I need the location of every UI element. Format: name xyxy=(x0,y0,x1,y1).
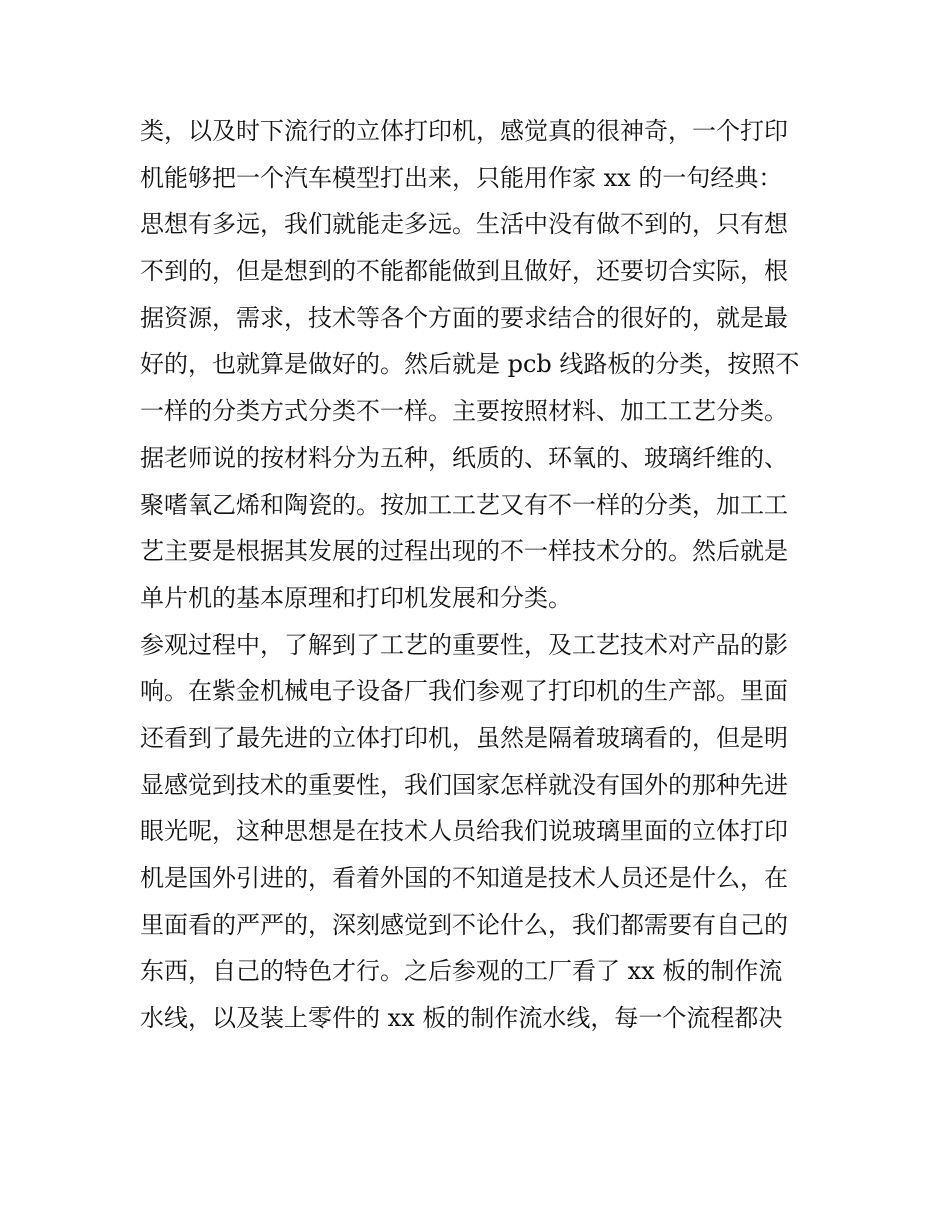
text-line: 眼光呢，这种思想是在技术人员给我们说玻璃里面的立体打印 xyxy=(140,817,788,846)
body-text xyxy=(140,108,820,1042)
text-line: 类，以及时下流行的立体打印机，感觉真的很神奇，一个打印 xyxy=(140,117,788,145)
text-line: 还看到了最先进的立体打印机，虽然是隔着玻璃看的，但是明 xyxy=(140,723,788,752)
text-line: 好的，也就算是做好的。然后就是 pcb 线路板的分类，按照不 xyxy=(140,350,800,379)
text-line: 不到的，但是想到的不能都能做到且做好，还要切合实际，根 xyxy=(140,257,788,286)
text-line: 里面看的严严的，深刻感觉到不论什么，我们都需要有自己的 xyxy=(140,910,788,939)
text-line: 单片机的基本原理和打印机发展和分类。 xyxy=(140,583,572,612)
text-line: 聚嗜氧乙烯和陶瓷的。按加工工艺又有不一样的分类，加工工 xyxy=(140,490,788,519)
text-line: 一样的分类方式分类不一样。主要按照材料、加工工艺分类。 xyxy=(140,397,788,426)
text-line: 响。在紫金机械电子设备厂我们参观了打印机的生产部。里面 xyxy=(140,677,788,706)
text-line: 水线，以及装上零件的 xx 板的制作流水线，每一个流程都决 xyxy=(140,1004,783,1033)
text-line: 显感觉到技术的重要性，我们国家怎样就没有国外的那种先进 xyxy=(140,770,788,799)
text-line: 艺主要是根据其发展的过程出现的不一样技术分的。然后就是 xyxy=(140,537,788,566)
text-line: 参观过程中，了解到了工艺的重要性，及工艺技术对产品的影 xyxy=(140,630,788,659)
text-line: 机能够把一个汽车模型打出来，只能用作家 xx 的一句经典： xyxy=(140,163,783,192)
text-line: 机是国外引进的，看着外国的不知道是技术人员还是什么，在 xyxy=(140,864,788,892)
text-line: 东西，自己的特色才行。之后参观的工厂看了 xx 板的制作流 xyxy=(140,957,783,986)
text-line: 据资源，需求，技术等各个方面的要求结合的很好的，就是最 xyxy=(140,303,788,332)
text-line: 据老师说的按材料分为五种，纸质的、环氧的、玻璃纤维的、 xyxy=(140,443,788,472)
text-line: 思想有多远，我们就能走多远。生活中没有做不到的，只有想 xyxy=(140,210,788,239)
